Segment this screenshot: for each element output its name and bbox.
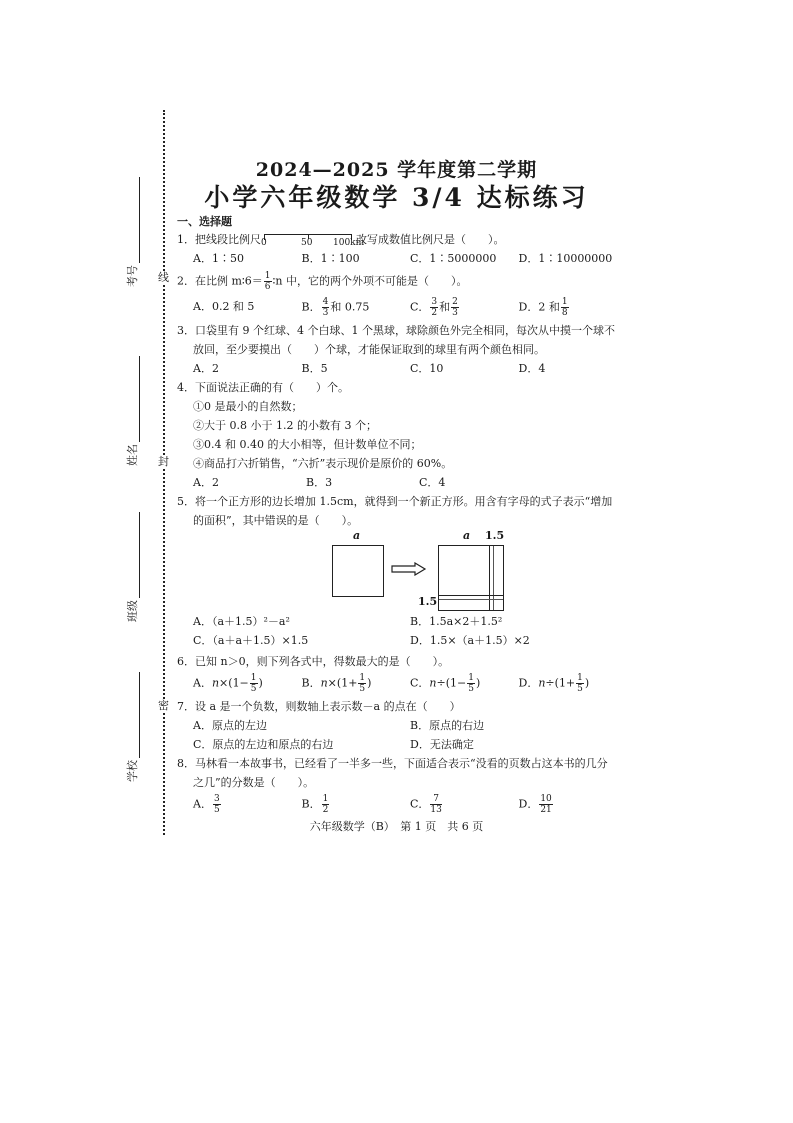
binding-char-feng: 封	[158, 455, 169, 468]
binding-char-xian: 线	[158, 271, 169, 284]
paren-close: )	[367, 676, 372, 690]
question-area	[177, 214, 627, 815]
option-label: A．	[193, 797, 212, 811]
field-label: 学校	[126, 760, 139, 782]
expr-prefix: n÷	[538, 676, 555, 690]
option-label: A．	[193, 676, 212, 690]
option-a[interactable]: A．0.2 和 5	[193, 300, 255, 313]
option-a[interactable]: A．2	[193, 476, 219, 489]
denominator: 5	[359, 684, 366, 694]
q6-options	[177, 673, 627, 694]
option-c[interactable]: C．（a＋a＋1.5）×1.5	[193, 634, 309, 647]
q5-options-row2	[177, 631, 627, 650]
q2-stem-post: ∶n 中，它的两个外项不可能是（ ）。	[272, 274, 468, 288]
option-d[interactable]	[519, 297, 628, 318]
exam-title: 小学六年级数学 3/4 达标练习	[204, 183, 589, 212]
inner-line	[493, 546, 494, 610]
denominator: 2	[322, 805, 329, 815]
fraction	[430, 297, 438, 318]
denominator: 5	[250, 684, 257, 694]
question-4	[177, 378, 627, 473]
option-label: D．2 和	[518, 300, 560, 314]
q2-options	[177, 297, 627, 318]
option-b[interactable]: B．1∶100	[301, 252, 360, 265]
width-label-top: 1.5	[485, 529, 505, 542]
fraction	[322, 794, 330, 815]
denominator: 3	[452, 308, 458, 318]
paren-open: (	[228, 676, 233, 690]
scale-label: 0	[261, 238, 267, 248]
blank-line[interactable]	[129, 356, 140, 442]
option-a[interactable]: A．原点的左边	[193, 719, 267, 732]
page-footer: 六年级数学（B） 第 1 页 共 6 页	[309, 820, 484, 833]
numerator: 4	[322, 297, 329, 307]
question-6: 6．已知 n＞0，则下列各式中，得数最大的是（ ）。	[177, 655, 450, 668]
line-scale-bar	[261, 232, 365, 249]
side-label-a: a	[463, 529, 471, 542]
right-arrow-icon	[391, 562, 427, 576]
numerator: 10	[540, 794, 552, 804]
q8-line-2: 之几”的分数是（ ）。	[193, 776, 315, 789]
q5-line-2: 的面积”，其中错误的是（ ）。	[193, 514, 359, 527]
expr-prefix: n×	[211, 676, 229, 690]
question-8	[177, 754, 627, 792]
q8-options	[177, 794, 627, 815]
numerator: 2	[452, 297, 458, 307]
numerator: 1	[577, 673, 583, 683]
q8-line-1: 8．马林看一本故事书，已经看了一半多一些，下面适合表示“没看的页数占这本书的几分	[177, 757, 608, 770]
field-school	[124, 672, 140, 782]
paren-open: (	[445, 676, 451, 690]
q3-line-1: 3．口袋里有 9 个红球、4 个白球、1 个黑球，球除颜色外完全相同，每次从中摸一个球不	[177, 324, 615, 337]
q2-stem-pre: 2．在比例 m∶6＝	[177, 274, 263, 288]
numerator: 1	[264, 271, 271, 281]
q1-options	[177, 249, 627, 268]
denominator: 5	[577, 684, 583, 694]
inner-line	[439, 599, 503, 600]
side-label-a: a	[353, 529, 361, 542]
option-c[interactable]: C．1∶5000000	[410, 252, 497, 265]
q7-options-row2	[177, 735, 627, 754]
enlarged-square	[438, 545, 504, 611]
option-text: 和 0.75	[330, 300, 370, 314]
q4-statement-3: ③0.4 和 0.40 的大小相等，但计数单位不同；	[193, 438, 422, 451]
fraction	[539, 794, 552, 815]
option-a[interactable]	[193, 673, 302, 694]
option-c[interactable]	[410, 673, 519, 694]
binding-dotted-line	[163, 110, 165, 835]
paren-close: )	[475, 676, 481, 690]
option-d[interactable]: D．4	[518, 362, 546, 375]
denominator: 13	[430, 805, 442, 815]
q3-line-2: 放回，至少要摸出（ ）个球，才能保证取到的球里有两个颜色相同。	[193, 343, 545, 356]
expr-op: 1−	[232, 676, 249, 690]
q4-statement-4: ④商品打六折销售，“六折”表示现价是原价的 60%。	[193, 457, 453, 470]
option-c[interactable]: C．原点的左边和原点的右边	[193, 738, 334, 751]
option-b[interactable]	[302, 794, 411, 815]
option-b[interactable]: B．5	[301, 362, 328, 375]
q7-options-row1	[177, 716, 627, 735]
field-name	[124, 356, 140, 466]
option-d[interactable]: D．1.5×（a＋1.5）×2	[410, 634, 530, 647]
binding-char-mi: 密	[158, 699, 169, 712]
fraction	[561, 297, 569, 318]
inner-line	[489, 546, 490, 610]
expr-op: 1+	[341, 676, 358, 690]
option-b[interactable]: B．1.5a×2＋1.5²	[410, 615, 503, 628]
denominator: 8	[561, 308, 568, 318]
denominator: 21	[540, 805, 552, 815]
question-5	[177, 492, 627, 530]
q5-options-row1	[177, 612, 627, 631]
option-label: B．	[301, 676, 321, 690]
section-title: 一、选择题	[177, 215, 232, 228]
option-label: B．	[301, 300, 321, 314]
option-label: C．	[410, 300, 430, 314]
expr-op: 1−	[450, 676, 467, 690]
blank-line[interactable]	[129, 672, 140, 758]
expr-prefix: n÷	[429, 676, 446, 690]
question-2	[177, 271, 627, 292]
option-d[interactable]	[519, 794, 628, 815]
option-d[interactable]	[519, 673, 628, 694]
fraction	[264, 271, 272, 292]
option-label: C．	[410, 676, 430, 690]
denominator: 3	[322, 308, 329, 318]
numerator: 3	[431, 297, 438, 307]
option-b[interactable]: B．原点的右边	[410, 719, 485, 732]
field-label: 考号	[126, 265, 139, 287]
square-figure	[177, 529, 627, 610]
inner-line	[439, 595, 503, 596]
numerator: 1	[250, 673, 257, 683]
q4-statement-1: ①0 是最小的自然数；	[193, 400, 303, 413]
numerator: 3	[213, 794, 220, 804]
question-1	[177, 230, 627, 249]
denominator: 5	[468, 684, 474, 694]
numerator: 1	[561, 297, 568, 307]
paren-close: )	[258, 676, 263, 690]
question-3	[177, 321, 627, 359]
option-a[interactable]: A．2	[193, 362, 219, 375]
scale-label: 50	[301, 238, 313, 248]
q1-stem-pre: 1．把线段比例尺	[177, 233, 261, 246]
numerator: 1	[359, 673, 366, 683]
q4-statement-2: ②大于 0.8 小于 1.2 的小数有 3 个；	[193, 419, 377, 432]
option-a[interactable]	[193, 794, 302, 815]
option-c[interactable]	[410, 794, 519, 815]
option-c[interactable]: C．4	[419, 476, 446, 489]
field-label: 姓名	[126, 444, 139, 466]
option-c[interactable]	[410, 297, 519, 318]
numerator: 7	[430, 794, 441, 805]
fraction	[250, 673, 258, 694]
expr-prefix: n×	[320, 676, 337, 690]
option-label: B．	[301, 797, 321, 811]
option-b[interactable]	[302, 297, 411, 318]
question-7: 7．设 a 是一个负数，则数轴上表示数－a 的点在（ ）	[177, 700, 461, 713]
field-class	[124, 512, 140, 622]
fraction	[576, 673, 584, 694]
option-label: C．	[410, 797, 430, 811]
q3-options	[177, 359, 627, 378]
option-a[interactable]: A．1∶50	[193, 252, 244, 265]
option-text: 和	[439, 300, 451, 314]
fraction	[358, 673, 366, 694]
option-a[interactable]: A．（a＋1.5）²－a²	[193, 615, 290, 628]
q5-line-1: 5．将一个正方形的边长增加 1.5cm，就得到一个新正方形。用含有字母的式子表示“增加	[177, 495, 613, 508]
option-label: D．	[518, 797, 539, 811]
option-d[interactable]: D．无法确定	[410, 738, 474, 751]
fraction	[467, 673, 475, 694]
option-d[interactable]: D．1∶10000000	[518, 252, 613, 265]
paren-open: (	[554, 676, 559, 690]
numerator: 1	[468, 673, 474, 683]
fraction	[213, 794, 221, 815]
paren-close: )	[584, 676, 590, 690]
numerator: 1	[322, 794, 329, 804]
paren-open: (	[336, 676, 342, 690]
option-b[interactable]	[302, 673, 411, 694]
fraction	[430, 794, 441, 815]
fraction	[451, 297, 459, 318]
q4-options	[177, 473, 627, 492]
denominator: 6	[264, 282, 271, 292]
q4-stem: 4．下面说法正确的有（ ）个。	[177, 381, 349, 394]
original-square	[332, 545, 384, 597]
option-label: D．	[518, 676, 539, 690]
denominator: 5	[213, 805, 220, 815]
expr-op: 1+	[558, 676, 576, 690]
q1-stem-post: 改写成数值比例尺是（ ）。	[356, 233, 505, 246]
option-c[interactable]: C．10	[410, 362, 444, 375]
width-label-left: 1.5	[418, 595, 438, 608]
scale-label: 100km	[333, 238, 365, 248]
exam-term: 2024—2025 学年度第二学期	[255, 159, 538, 181]
blank-line[interactable]	[129, 512, 140, 598]
field-label: 班级	[126, 600, 139, 622]
denominator: 2	[431, 308, 438, 318]
fraction	[322, 297, 330, 318]
option-b[interactable]: B．3	[306, 476, 333, 489]
